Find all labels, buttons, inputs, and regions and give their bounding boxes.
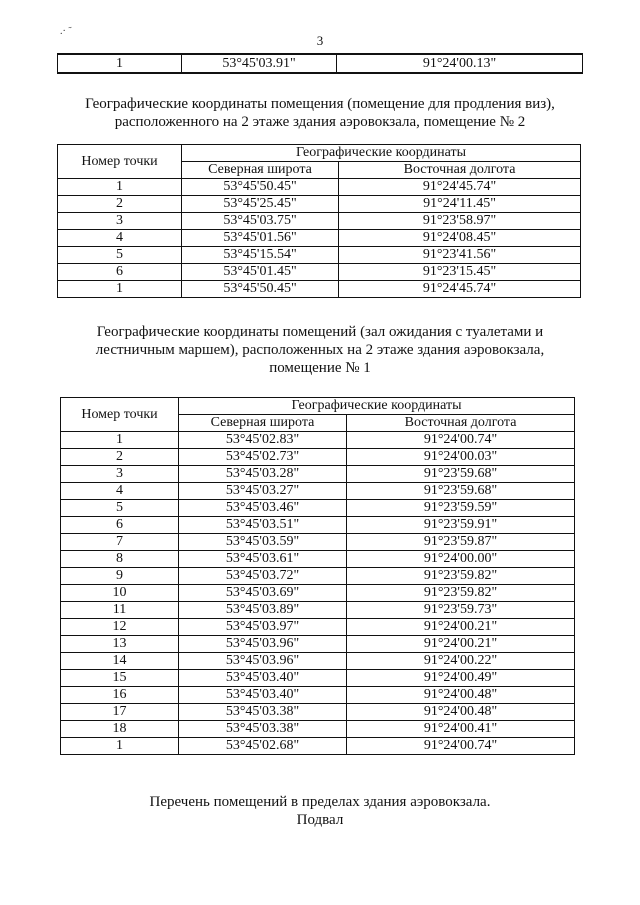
point-cell: 4 bbox=[61, 483, 179, 500]
table-row bbox=[58, 213, 581, 230]
table-row bbox=[61, 568, 575, 585]
footer-line: Перечень помещений в пределах здания аэровокзала. bbox=[149, 794, 491, 810]
latitude-cell: 53°45'03.28" bbox=[179, 466, 347, 483]
table-row bbox=[61, 670, 575, 687]
point-cell: 7 bbox=[61, 534, 179, 551]
table-row bbox=[58, 54, 583, 73]
point-cell: 11 bbox=[61, 602, 179, 619]
point-cell: 18 bbox=[61, 721, 179, 738]
latitude-cell: 53°45'03.27" bbox=[179, 483, 347, 500]
longitude-cell: 91°24'00.49" bbox=[347, 670, 575, 687]
point-cell: 9 bbox=[61, 568, 179, 585]
latitude-cell: 53°45'02.73" bbox=[179, 449, 347, 466]
point-cell: 10 bbox=[61, 585, 179, 602]
longitude-cell: 91°24'11.45" bbox=[339, 196, 581, 213]
continuation-table bbox=[57, 53, 583, 74]
longitude-cell: 91°23'59.87" bbox=[347, 534, 575, 551]
latitude-cell: 53°45'03.38" bbox=[179, 721, 347, 738]
point-cell: 1 bbox=[58, 281, 182, 298]
latitude-cell: 53°45'02.68" bbox=[179, 738, 347, 755]
footer-line: Подвал bbox=[296, 812, 344, 828]
coordinates-header: Географические координаты bbox=[179, 398, 575, 415]
point-cell: 5 bbox=[58, 247, 182, 264]
longitude-cell: 91°24'00.48" bbox=[347, 687, 575, 704]
longitude-cell: 91°23'59.82" bbox=[347, 568, 575, 585]
table-row bbox=[61, 449, 575, 466]
table-row bbox=[61, 619, 575, 636]
longitude-cell: 91°24'00.74" bbox=[347, 738, 575, 755]
table-row bbox=[58, 247, 581, 264]
point-cell: 1 bbox=[61, 432, 179, 449]
point-cell: 6 bbox=[61, 517, 179, 534]
point-cell: 15 bbox=[61, 670, 179, 687]
point-cell: 2 bbox=[58, 196, 182, 213]
latitude-cell: 53°45'03.46" bbox=[179, 500, 347, 517]
caption-line: помещение № 1 bbox=[269, 360, 371, 376]
table-row bbox=[61, 653, 575, 670]
longitude-cell: 91°24'00.74" bbox=[347, 432, 575, 449]
table-row bbox=[61, 466, 575, 483]
room1-coordinates-table bbox=[60, 397, 575, 755]
table-row bbox=[61, 517, 575, 534]
longitude-cell: 91°24'00.48" bbox=[347, 704, 575, 721]
coordinates-header: Географические координаты bbox=[182, 145, 581, 162]
latitude-cell: 53°45'03.69" bbox=[179, 585, 347, 602]
longitude-cell: 91°24'00.21" bbox=[347, 619, 575, 636]
latitude-cell: 53°45'03.97" bbox=[179, 619, 347, 636]
latitude-cell: 53°45'03.75" bbox=[182, 213, 339, 230]
latitude-cell: 53°45'02.83" bbox=[179, 432, 347, 449]
point-number-header: Номер точки bbox=[61, 398, 179, 432]
table-row bbox=[61, 721, 575, 738]
page-number: 3 bbox=[316, 33, 324, 48]
longitude-cell: 91°24'00.03" bbox=[347, 449, 575, 466]
latitude-cell: 53°45'03.61" bbox=[179, 551, 347, 568]
point-cell: 4 bbox=[58, 230, 182, 247]
table-row bbox=[61, 687, 575, 704]
latitude-cell: 53°45'50.45" bbox=[182, 179, 339, 196]
caption-line: расположенного на 2 этаже здания аэровокзала, помещение № 2 bbox=[114, 114, 526, 130]
longitude-cell: 91°24'00.13" bbox=[337, 54, 583, 73]
longitude-header: Восточная долгота bbox=[339, 162, 581, 179]
longitude-cell: 91°23'59.82" bbox=[347, 585, 575, 602]
point-cell: 6 bbox=[58, 264, 182, 281]
table-row bbox=[61, 483, 575, 500]
longitude-cell: 91°23'15.45" bbox=[339, 264, 581, 281]
latitude-cell: 53°45'03.40" bbox=[179, 670, 347, 687]
longitude-cell: 91°24'08.45" bbox=[339, 230, 581, 247]
longitude-cell: 91°24'00.21" bbox=[347, 636, 575, 653]
room2-coordinates-table bbox=[57, 144, 581, 298]
latitude-cell: 53°45'03.40" bbox=[179, 687, 347, 704]
longitude-cell: 91°23'59.91" bbox=[347, 517, 575, 534]
table-row bbox=[61, 432, 575, 449]
point-cell: 1 bbox=[58, 54, 182, 73]
point-cell: 1 bbox=[58, 179, 182, 196]
latitude-cell: 53°45'01.56" bbox=[182, 230, 339, 247]
longitude-cell: 91°23'58.97" bbox=[339, 213, 581, 230]
longitude-cell: 91°23'59.59" bbox=[347, 500, 575, 517]
table-row bbox=[58, 230, 581, 247]
point-number-header: Номер точки bbox=[58, 145, 182, 179]
caption-line: Географические координаты помещения (помещение для продления виз), bbox=[85, 96, 555, 112]
table-row bbox=[61, 585, 575, 602]
room1-caption bbox=[40, 323, 600, 377]
point-cell: 8 bbox=[61, 551, 179, 568]
point-cell: 1 bbox=[61, 738, 179, 755]
latitude-cell: 53°45'03.51" bbox=[179, 517, 347, 534]
longitude-header: Восточная долгота bbox=[347, 415, 575, 432]
table-row bbox=[58, 196, 581, 213]
longitude-cell: 91°24'00.41" bbox=[347, 721, 575, 738]
point-cell: 12 bbox=[61, 619, 179, 636]
latitude-cell: 53°45'01.45" bbox=[182, 264, 339, 281]
longitude-cell: 91°23'59.68" bbox=[347, 483, 575, 500]
table-row bbox=[61, 534, 575, 551]
point-cell: 14 bbox=[61, 653, 179, 670]
latitude-cell: 53°45'25.45" bbox=[182, 196, 339, 213]
scan-specks: .· ˜ bbox=[60, 26, 72, 37]
latitude-cell: 53°45'03.38" bbox=[179, 704, 347, 721]
latitude-cell: 53°45'03.89" bbox=[179, 602, 347, 619]
point-cell: 16 bbox=[61, 687, 179, 704]
table-row bbox=[61, 551, 575, 568]
longitude-cell: 91°24'00.22" bbox=[347, 653, 575, 670]
longitude-cell: 91°23'59.68" bbox=[347, 466, 575, 483]
table-row bbox=[61, 602, 575, 619]
latitude-cell: 53°45'03.59" bbox=[179, 534, 347, 551]
table-row bbox=[58, 264, 581, 281]
table-row bbox=[61, 704, 575, 721]
table-row bbox=[61, 500, 575, 517]
longitude-cell: 91°24'45.74" bbox=[339, 179, 581, 196]
point-cell: 2 bbox=[61, 449, 179, 466]
latitude-cell: 53°45'03.96" bbox=[179, 636, 347, 653]
table-row bbox=[58, 179, 581, 196]
point-cell: 3 bbox=[58, 213, 182, 230]
caption-line: лестничным маршем), расположенных на 2 этаже здания аэровокзала, bbox=[95, 342, 545, 358]
latitude-cell: 53°45'03.91" bbox=[182, 54, 337, 73]
latitude-cell: 53°45'15.54" bbox=[182, 247, 339, 264]
table-row bbox=[58, 281, 581, 298]
point-cell: 17 bbox=[61, 704, 179, 721]
latitude-cell: 53°45'03.96" bbox=[179, 653, 347, 670]
room2-caption bbox=[40, 95, 600, 131]
longitude-cell: 91°23'59.73" bbox=[347, 602, 575, 619]
footer bbox=[40, 793, 600, 829]
caption-line: Географические координаты помещений (зал ожидания с туалетами и bbox=[96, 324, 544, 340]
latitude-header: Северная широта bbox=[182, 162, 339, 179]
longitude-cell: 91°24'00.00" bbox=[347, 551, 575, 568]
point-cell: 5 bbox=[61, 500, 179, 517]
table-row bbox=[61, 738, 575, 755]
point-cell: 13 bbox=[61, 636, 179, 653]
longitude-cell: 91°23'41.56" bbox=[339, 247, 581, 264]
point-cell: 3 bbox=[61, 466, 179, 483]
latitude-cell: 53°45'03.72" bbox=[179, 568, 347, 585]
table-row bbox=[61, 636, 575, 653]
latitude-header: Северная широта bbox=[179, 415, 347, 432]
longitude-cell: 91°24'45.74" bbox=[339, 281, 581, 298]
latitude-cell: 53°45'50.45" bbox=[182, 281, 339, 298]
